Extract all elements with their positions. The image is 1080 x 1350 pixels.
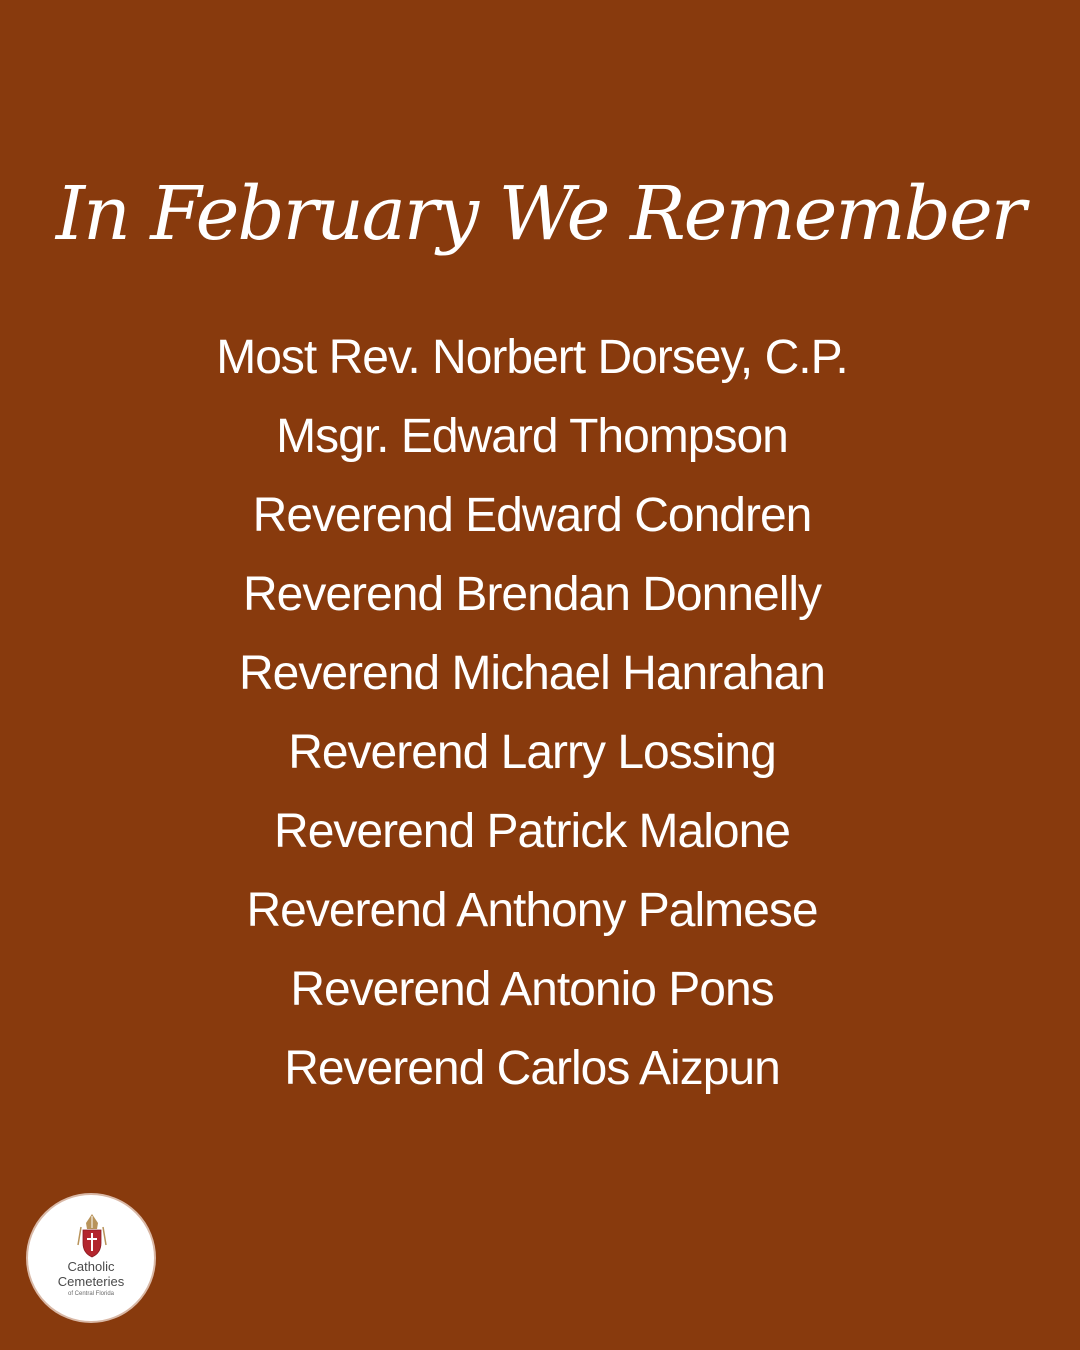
list-item: Reverend Michael Hanrahan	[238, 647, 825, 700]
list-item: Msgr. Edward Thompson	[276, 410, 788, 463]
diocese-crest-icon	[75, 1213, 109, 1259]
catholic-cemeteries-logo	[26, 1193, 156, 1323]
list-item: Reverend Patrick Malone	[274, 805, 790, 858]
list-item: Reverend Larry Lossing	[288, 726, 776, 779]
logo-text-catholic: Catholic	[67, 1259, 115, 1274]
list-item: Reverend Anthony Palmese	[246, 884, 818, 937]
list-item: Reverend Carlos Aizpun	[284, 1042, 780, 1095]
list-item: Reverend Antonio Pons	[290, 963, 774, 1016]
remembered-names-list	[0, 318, 1080, 1108]
list-item: Reverend Edward Condren	[252, 489, 812, 542]
logo-text-cemeteries: Cemeteries	[57, 1274, 125, 1289]
logo-text-location: of Central Florida	[67, 1291, 115, 1297]
page-title: In February We Remember	[55, 171, 1025, 257]
list-item: Most Rev. Norbert Dorsey, C.P.	[216, 331, 848, 384]
list-item: Reverend Brendan Donnelly	[242, 568, 822, 621]
